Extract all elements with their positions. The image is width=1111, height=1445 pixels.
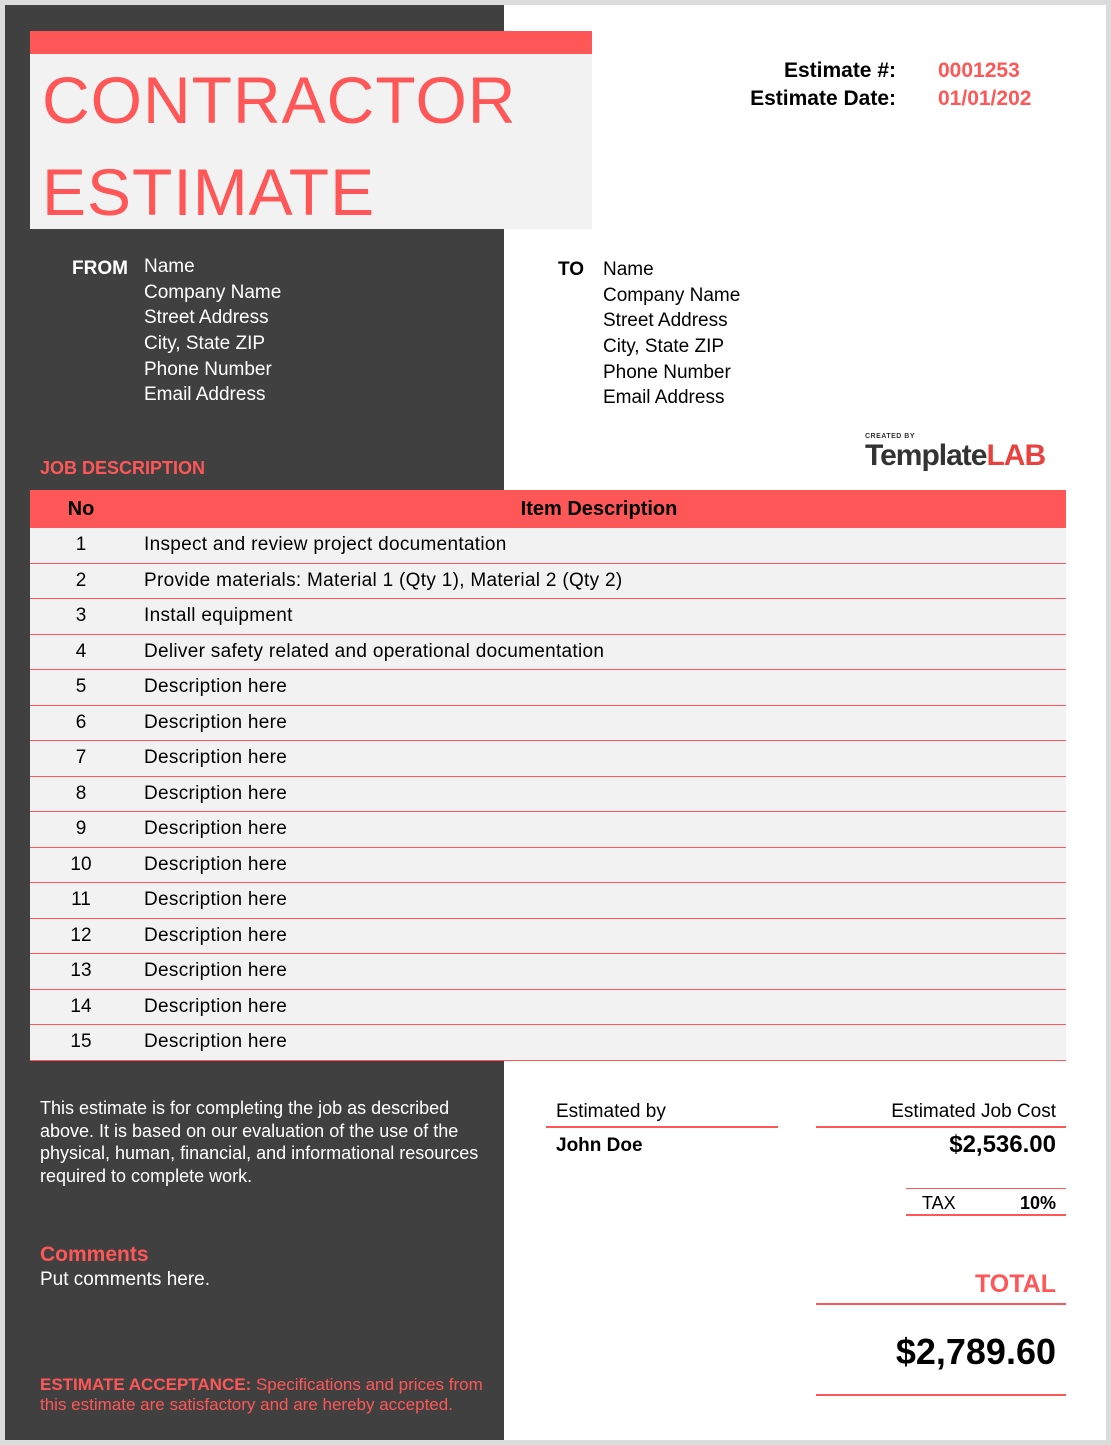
table-header	[30, 490, 1066, 528]
to-phone[interactable]: Phone Number	[603, 361, 731, 383]
column-header-item-description: Item Description	[520, 498, 678, 520]
item-description[interactable]: Inspect and review project documentation	[144, 534, 507, 555]
item-number: 5	[75, 676, 87, 697]
item-description[interactable]: Description here	[144, 960, 288, 981]
item-description[interactable]: Provide materials: Material 1 (Qty 1), Material 2 (Qty 2)	[144, 569, 623, 591]
document-title-line-2: ESTIMATE	[42, 155, 376, 229]
logo-created-by: CREATED BY	[865, 433, 915, 440]
to-name[interactable]: Name	[603, 259, 654, 280]
table-row	[30, 990, 1066, 1026]
estimate-page	[5, 5, 1106, 1440]
tax-rate-value[interactable]: 10%	[1019, 1193, 1056, 1213]
estimate-date-value[interactable]: 01/01/202	[938, 87, 1032, 110]
tax-divider-top	[906, 1188, 1066, 1189]
estimated-by-label: Estimated by	[546, 1101, 778, 1128]
item-number: 11	[71, 889, 91, 910]
acceptance-label: ESTIMATE ACCEPTANCE:	[40, 1375, 252, 1394]
to-street[interactable]: Street Address	[603, 310, 728, 332]
from-city-state-zip[interactable]: City, State ZIP	[144, 333, 266, 355]
from-company[interactable]: Company Name	[144, 281, 282, 303]
item-number: 13	[70, 960, 92, 981]
tax-label: TAX	[922, 1193, 956, 1213]
table-row	[30, 812, 1066, 848]
item-description[interactable]: Description here	[144, 676, 288, 697]
tax-divider-bottom	[906, 1214, 1066, 1216]
item-description[interactable]: Description here	[144, 747, 288, 768]
item-description[interactable]: Description here	[144, 995, 288, 1017]
item-description[interactable]: Description here	[144, 711, 288, 733]
item-number: 10	[70, 853, 92, 875]
table-row	[30, 670, 1066, 706]
item-number: 12	[70, 924, 92, 946]
job-description-heading: JOB DESCRIPTION	[40, 458, 206, 478]
job-items-table	[30, 490, 1066, 1061]
item-number: 9	[75, 818, 87, 839]
item-number: 14	[70, 995, 92, 1017]
to-company[interactable]: Company Name	[603, 284, 741, 306]
logo-text-template: Template	[865, 439, 987, 472]
from-label: FROM	[72, 258, 128, 279]
total-divider-top	[816, 1303, 1066, 1305]
table-row	[30, 599, 1066, 635]
table-row	[30, 848, 1066, 884]
estimate-number-value[interactable]: 0001253	[938, 59, 1020, 82]
table-row	[30, 777, 1066, 813]
table-row	[30, 1025, 1066, 1061]
item-description[interactable]: Description here	[144, 924, 288, 946]
item-number: 8	[75, 782, 87, 804]
item-number: 6	[75, 711, 87, 733]
table-row	[30, 706, 1066, 742]
item-number: 2	[75, 569, 87, 591]
from-email[interactable]: Email Address	[144, 384, 266, 406]
estimated-job-cost-label: Estimated Job Cost	[816, 1101, 1066, 1128]
column-header-no: No	[67, 498, 95, 520]
comments-text[interactable]: Put comments here.	[40, 1269, 211, 1290]
estimate-number-label: Estimate #:	[783, 59, 896, 82]
logo-wordmark	[865, 439, 1045, 473]
from-street[interactable]: Street Address	[144, 307, 269, 329]
logo-text-lab: LAB	[986, 439, 1046, 472]
to-email[interactable]: Email Address	[603, 387, 725, 409]
table-row	[30, 635, 1066, 671]
item-description[interactable]: Description here	[144, 782, 288, 804]
to-city-state-zip[interactable]: City, State ZIP	[603, 336, 725, 358]
item-number: 3	[75, 605, 87, 626]
from-name[interactable]: Name	[144, 256, 195, 277]
total-divider-bottom	[816, 1394, 1066, 1396]
to-label: TO	[558, 259, 585, 280]
document-title-line-1: CONTRACTOR	[42, 63, 517, 137]
item-description[interactable]: Description here	[144, 1031, 288, 1052]
estimate-date-label: Estimate Date:	[750, 87, 896, 110]
from-address-block	[144, 254, 281, 408]
item-number: 7	[75, 747, 87, 768]
estimate-acceptance	[40, 1375, 485, 1415]
acceptance-text: Specifications and prices from this estimate are satisfactory and are hereby accepted.	[40, 1375, 483, 1414]
comments-heading: Comments	[40, 1243, 149, 1266]
estimated-by-name[interactable]: John Doe	[556, 1135, 643, 1156]
title-box	[30, 31, 592, 229]
table-row	[30, 528, 1066, 564]
table-row	[30, 564, 1066, 600]
title-accent-bar	[30, 31, 592, 54]
table-row	[30, 883, 1066, 919]
total-value: $2,789.60	[895, 1331, 1056, 1372]
item-description[interactable]: Deliver safety related and operational documentation	[144, 640, 605, 662]
item-number: 1	[75, 534, 87, 555]
item-description[interactable]: Description here	[144, 889, 288, 910]
to-address-block	[603, 257, 740, 411]
table-row	[30, 919, 1066, 955]
table-row	[30, 954, 1066, 990]
estimate-terms-text: This estimate is for completing the job as described above. It is based on our evaluation of the use of the physical, human, financial, and informational resources required to complete work.	[40, 1098, 479, 1186]
item-description[interactable]: Install equipment	[144, 605, 293, 626]
total-label: TOTAL	[974, 1270, 1056, 1298]
item-description[interactable]: Description here	[144, 818, 288, 839]
item-number: 4	[75, 640, 87, 662]
item-description[interactable]: Description here	[144, 853, 288, 875]
estimated-job-cost-value[interactable]: $2,536.00	[949, 1131, 1056, 1158]
table-row	[30, 741, 1066, 777]
item-number: 15	[70, 1031, 92, 1052]
from-phone[interactable]: Phone Number	[144, 358, 272, 380]
